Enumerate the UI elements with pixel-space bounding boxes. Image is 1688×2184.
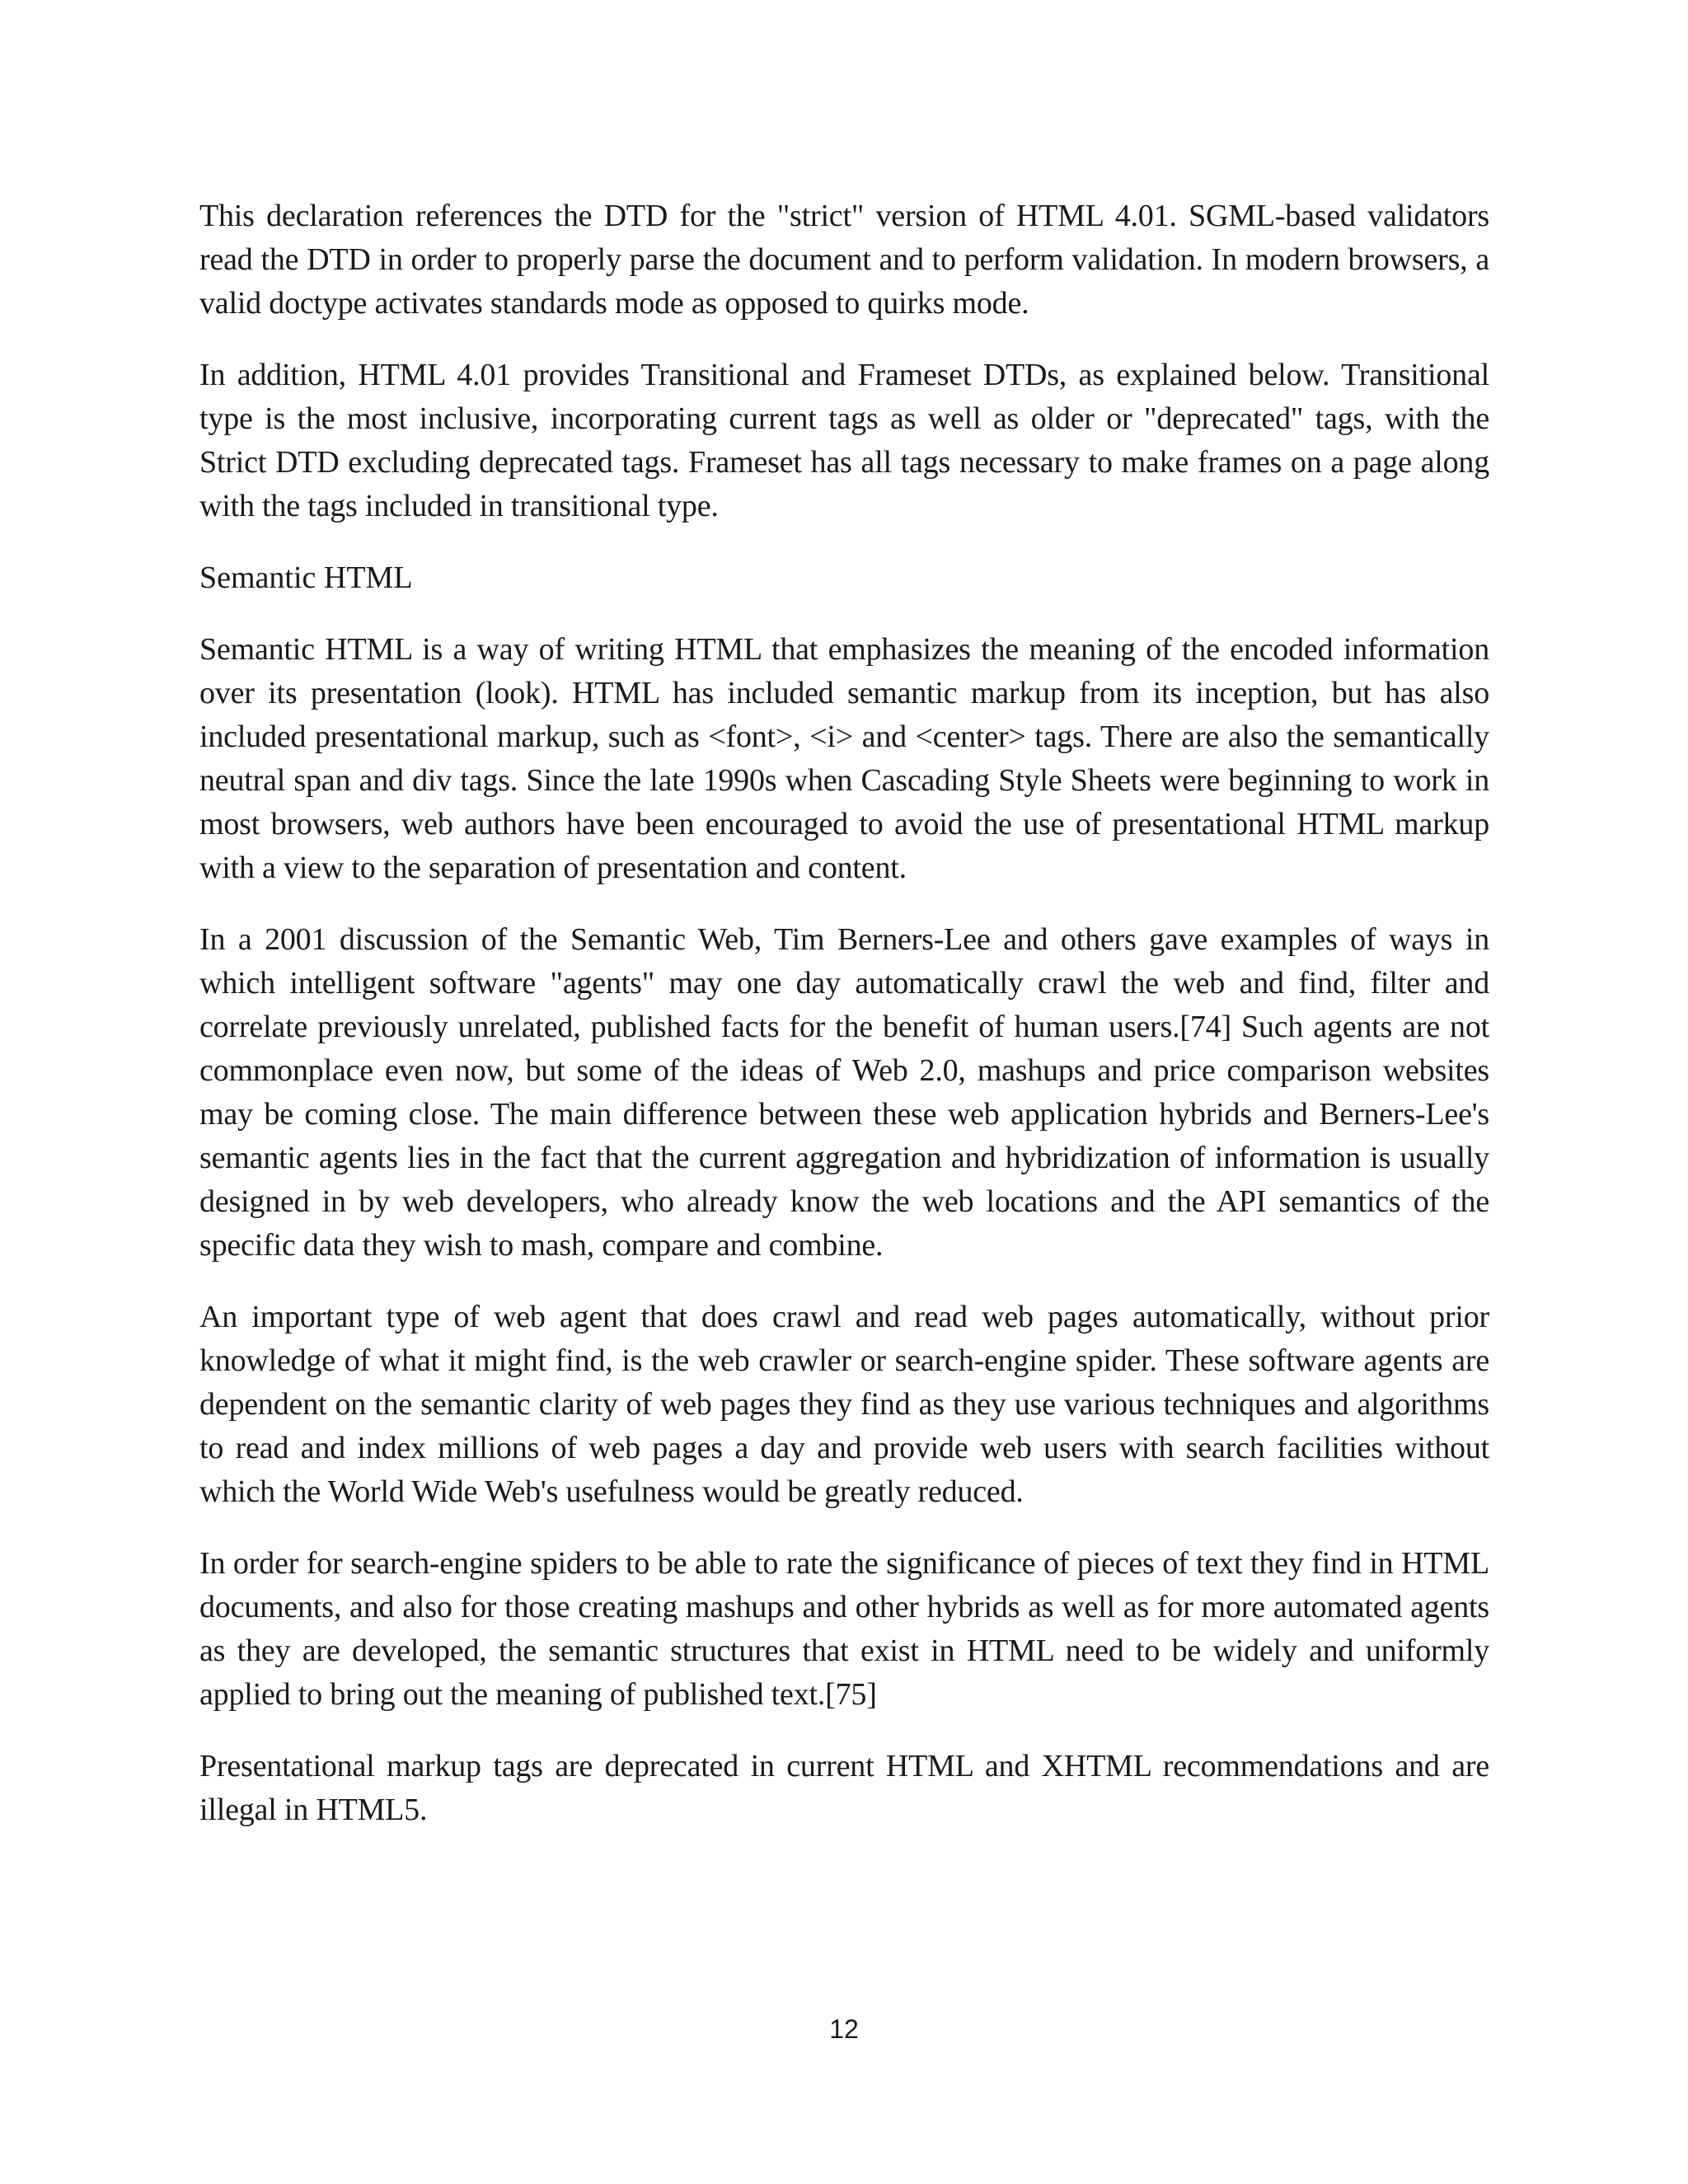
paragraph-semantic-web-discussion: In a 2001 discussion of the Semantic Web, Tim Berners-Lee and others gave examples of ways in which intelligent software "agents" may one day automatically crawl the web and find, filter and correlate previously unrelated, published facts for the benefit of human users.[74] Such agents are not commonplace even now, but some of the ideas of Web 2.0, mashups and price comparison websites may be coming close. The main difference between these web application hybrids and Berners-Lee's semantic agents lies in the fact that the current aggregation and hybridization of information is usually designed in by web developers, who already know the web locations and the API semantics of the specific data they wish to mash, compare and combine.: [199, 922, 1489, 1263]
paragraph-doctype-declaration: This declaration references the DTD for the "strict" version of HTML 4.01. SGML-based validators read the DTD in order to properly parse the document and to perform validation. In modern browsers, a valid doctype activates standards mode as opposed to quirks mode.: [199, 199, 1489, 321]
page-number: 12: [829, 2014, 859, 2044]
section-heading-semantic-html: Semantic HTML: [199, 560, 413, 595]
paragraph-presentational-markup: Presentational markup tags are deprecated in current HTML and XHTML recommendations and are illegal in HTML5.: [199, 1749, 1489, 1827]
paragraph-transitional-frameset: In addition, HTML 4.01 provides Transitional and Frameset DTDs, as explained below. Transitional type is the most inclusive, incorporating current tags as well as older or "deprecated" tags, with the Strict DTD excluding deprecated tags. Frameset has all tags necessary to make frames on a page along with the tags included in transitional type.: [199, 358, 1489, 523]
paragraph-search-engine-spiders: In order for search-engine spiders to be able to rate the significance of pieces of text they find in HTML documents, and also for those creating mashups and other hybrids as well as for more automated agents as they are developed, the semantic structures that exist in HTML need to be widely and uniformly applied to bring out the meaning of published text.[75]: [199, 1546, 1489, 1712]
paragraph-web-crawler: An important type of web agent that does crawl and read web pages automatically, without prior knowledge of what it might find, is the web crawler or search-engine spider. These software agents are dependent on the semantic clarity of web pages they find as they use various techniques and algorithms to read and index millions of web pages a day and provide web users with search facilities without which the World Wide Web's usefulness would be greatly reduced.: [199, 1300, 1489, 1509]
paragraph-semantic-html-definition: Semantic HTML is a way of writing HTML that emphasizes the meaning of the encoded information over its presentation (look). HTML has included semantic markup from its inception, but has also included presentational markup, such as <font>, <i> and <center> tags. There are also the semantically neutral span and div tags. Since the late 1990s when Cascading Style Sheets were beginning to work in most browsers, web authors have been encouraged to avoid the use of presentational HTML markup with a view to the separation of presentation and content.: [199, 632, 1489, 885]
page-body: [199, 194, 1489, 1860]
